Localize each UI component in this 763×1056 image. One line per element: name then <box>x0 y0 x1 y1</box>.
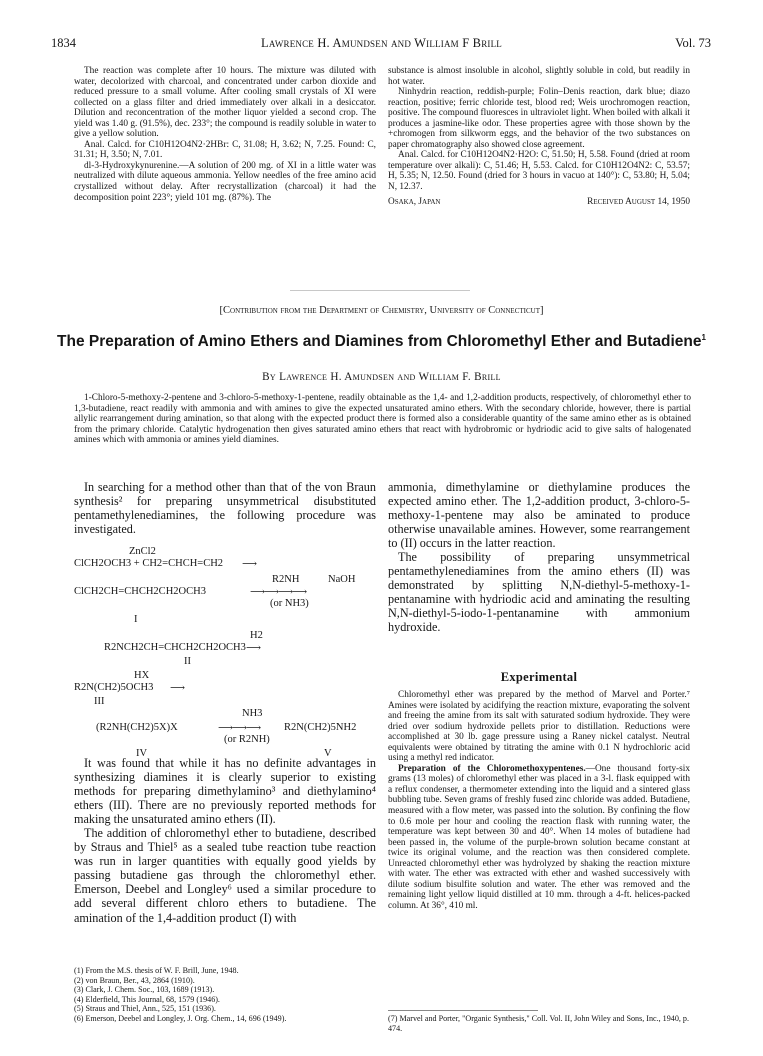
scheme-reagent-r2nh: R2NH <box>272 574 300 585</box>
prev-article-right <box>388 66 690 207</box>
experimental-subheading: Preparation of the Chloromethoxypentenes. <box>398 763 586 774</box>
right-body <box>388 480 690 635</box>
reaction-scheme <box>74 538 376 778</box>
left-body <box>74 756 376 925</box>
prev-left-para-3: dl-3-Hydroxykynurenine.—A solution of 200 mg. of XI in a little water was neutralized with dilute aqueous ammonia. Yellow needles of the free amino acid crystallized without delay. After recrystallization (charcoal) it had the decomposition point 223°; yield 101 mg. (87%). The <box>74 160 376 203</box>
footnote-5: (5) Straus and Thiel, Ann., 525, 151 (1936). <box>74 1004 216 1014</box>
experimental-heading: Experimental <box>500 670 578 684</box>
prev-left-para-2: Anal. Calcd. for C10H12O4N2·2HBr: C, 31.08; H, 3.62; N, 7.25. Found: C, 31.31; H, 3.50; N, 7.01. <box>74 139 376 161</box>
footnote-1: (1) From the M.S. thesis of W. F. Brill, June, 1948. <box>74 966 239 975</box>
footnote-rule <box>388 1010 538 1011</box>
scheme-reagent-r2nh-2: (or R2NH) <box>224 734 270 745</box>
article-title <box>0 328 763 351</box>
abstract <box>74 393 691 446</box>
arrow-4: ⟶ <box>170 683 186 694</box>
scheme-reagent-nh3-2: NH3 <box>242 708 263 719</box>
intro-text: In searching for a method other than that of the von Braun synthesis² for preparing unsymmetrical disubstituted pentamethylenediamines, the following procedure was investigated. <box>74 480 376 537</box>
compound-label-I: I <box>134 614 138 625</box>
scheme-reagent-hx: HX <box>134 670 150 681</box>
footnote-7: (7) Marvel and Porter, "Organic Synthesis," Coll. Vol. II, John Wiley and Sons, Inc., 1940, p. 474. <box>388 1014 689 1033</box>
experimental-para-2 <box>388 764 690 912</box>
received-date: Received August 14, 1950 <box>587 196 690 207</box>
left-body-para-1: It was found that while it has no definite advantages in synthesizing diamines it is clearly superior to existing methods for preparing dimethylamino³ and diethylamino⁴ ethers (III). There are no previously reported methods for making the unsaturated amino ethers (II). <box>74 756 376 827</box>
footnote-6: (6) Emerson, Deebel and Longley, J. Org. Chem., 14, 696 (1949). <box>74 1013 287 1023</box>
scheme-line-5: (R2NH(CH2)5X)X <box>96 722 178 733</box>
scheme-line-2: ClCH2CH=CHCH2CH2OCH3 <box>74 586 206 597</box>
separator-rule <box>290 290 470 291</box>
prev-left-para-1: The reaction was complete after 10 hours. The mixture was diluted with water, decolorized with charcoal, and concentrated under carbon dioxide and reduced pressure to a small volume. After cooling small crystals of XI were collected on a glass filter and dried immediately over alkali in a desiccator. Dilution and reconcentration of the mother liquor yielded a second crop. The yield was 1.40 g. (91.5%), dec. 233°; the compound is readily soluble in water to give a yellow solution. <box>74 66 376 140</box>
experimental-section <box>388 690 690 911</box>
contribution-line: [Contribution from the Department of Chemistry, University of Connecticut] <box>219 305 544 316</box>
byline: By Lawrence H. Amundsen and William F. Brill <box>262 371 501 383</box>
prev-right-para-3: Anal. Calcd. for C10H12O4N2·H2O: C, 51.50; H, 5.58. Found (dried at room temperature over alkali): C, 51.46; H, 5.53. Calcd. for C10H12O4N2: C, 53.57; H, 5.35; N, 12.50. Found (dried for 3 hours in vacuo at 140°): C, 53.80; H, 5.04; N, 12.37. <box>388 150 690 193</box>
intro-paragraph <box>74 480 376 536</box>
footnote-3: (3) Clark, J. Chem. Soc., 103, 1689 (1913). <box>74 985 215 995</box>
footnote-2: (2) von Braun, Ber., 43, 2864 (1910). <box>74 975 195 985</box>
footnote-4: (4) Elderfield, This Journal, 68, 1579 (1946). <box>74 994 220 1004</box>
footnotes-left <box>74 966 376 1024</box>
experimental-para-1: Chloromethyl ether was prepared by the method of Marvel and Porter.⁷ Amines were isolated by acidifying the reaction mixture, evaporating the solvent and freeing the amine from its salt with saturated sodium hydroxide. They were dried over sodium hydroxide pellets prior to distillation. Reductions were accomplished at 30 lb. gage pressure using a Raney nickel catalyst. Neutral equivalents were obtained by titrating the amine with 0.1 N hydrochloric acid using a methyl red indicator. <box>388 690 690 764</box>
prev-right-para-1: substance is almost insoluble in alcohol, slightly soluble in cold, but readily in hot water. <box>388 66 690 87</box>
scheme-line-4: R2N(CH2)5OCH3 <box>74 682 154 693</box>
scheme-reagent-zncl2: ZnCl2 <box>129 546 156 557</box>
compound-label-IV: IV <box>136 748 148 759</box>
right-body-para-2: The possibility of preparing unsymmetrical pentamethylenediamines from the amino ethers (II) was demonstrated by splitting N,N-diethyl-5-methoxy-1-pentanamine with hydriodic acid and aminating the resulting N,N-diethyl-5-iodo-1-pentanamine with ammonium hydroxide. <box>388 550 690 635</box>
scheme-reagent-h2: H2 <box>250 630 263 641</box>
affiliation-place: Osaka, Japan <box>388 196 441 207</box>
scheme-reagent-nh3: (or NH3) <box>270 598 309 609</box>
scheme-line-1: ClCH2OCH3 + CH2=CHCH=CH2 <box>74 558 224 569</box>
scheme-reagent-naoh: NaOH <box>328 574 356 585</box>
left-body-para-2: The addition of chloromethyl ether to butadiene, described by Straus and Thiel⁵ as a sealed tube reaction tube reaction was run in larger quantities with equally good yields by passing butadiene gas through the chloromethyl ether. Emerson, Deebel and Longley⁶ used a similar procedure to add several different chloro ethers to butadiene. The amination of the 1,4-addition product (I) with <box>74 826 376 925</box>
compound-label-III: III <box>94 696 105 707</box>
arrow-1: ⟶ <box>242 559 258 570</box>
arrow-5: ⟶⟶⟶ <box>218 723 261 734</box>
footnotes-right <box>388 1010 690 1033</box>
affiliation-row <box>388 197 690 208</box>
running-title: Lawrence H. Amundsen and William F Brill <box>261 36 502 50</box>
compound-label-II: II <box>184 656 191 667</box>
prev-right-para-2: Ninhydrin reaction, reddish-purple; Folin–Denis reaction, dark blue; diazo reaction, positive; ferric chloride test, blood red; Weis urochromogen reaction, positive. The compound fluoresces in ultraviolet light. When boiled with alkali it produces a jasmine-like odor. These properties agree with those shown by the +chromogen from silkworm eggs, and the behavior of the two substances on paper chromatography also showed close agreement. <box>388 87 690 150</box>
abstract-text: 1-Chloro-5-methoxy-2-pentene and 3-chloro-5-methoxy-1-pentene, readily obtainable as the 1,4- and 1,2-addition products, respectively, of chloromethyl ether to 1,3-butadiene, react readily with ammonia and with amines to give the expected unsaturated amino ethers. With the secondary chloride, however, there is partial allylic rearrangement during amination, so that along with the expected product there is formed also a considerable quantity of the same amino ether as is obtained from the primary chloride. Catalytic hydrogenation then gives saturated amino ethers that react with hydrobromic or hydriodic acid to give salts of halogenated amines which with ammonia or amines yield diamines. <box>74 393 691 446</box>
compound-label-V: V <box>324 748 332 759</box>
article-title-text: The Preparation of Amino Ethers and Diamines from Chloromethyl Ether and Butadiene <box>57 333 702 351</box>
arrow-2: ⟶⟶⟶⟶ <box>250 587 307 598</box>
right-body-para-1: ammonia, dimethylamine or diethylamine produces the expected amino ether. The 1,2-addition product, 3-chloro-5-methoxy-1-pentene may also be aminated to produce otherwise unavailable amines. However, some rearrangement to (II) occurs in the latter reaction. <box>388 480 690 551</box>
title-footnote-mark: 1 <box>701 333 706 342</box>
experimental-para-2-text: —One thousand forty-six grams (13 moles) of chloromethyl ether was placed in a 3-l. flask equipped with a reflux condenser, a thermometer extending into the liquid and a sintered glass bubbling tube. Seven grams of freshly fused zinc chloride was added. Butadiene, measured with a flow meter, was passed into the solution. By confining the flow to 0.6 mole per hour and cooling the reaction flask with running water, the temperature was kept between 30 and 40°. When 14 moles of butadiene had been passed in, the volume of the purple-brown solution became constant at twice its original volume, and the reaction was then considered complete. Unreacted chloromethyl ether was hydrolyzed by shaking the reaction mixture with water. The ether was extracted with ether and washed successively with dilute sodium bisulfite solution and water. The ether was removed and the remaining light yellow liquid distilled at 10 mm. through a 4-ft. helices-packed column. At 36°, 410 ml. <box>388 763 690 911</box>
prev-article-left <box>74 66 376 203</box>
scheme-line-3: R2NCH2CH=CHCH2CH2OCH3 <box>104 642 246 653</box>
page-number: 1834 <box>51 36 76 50</box>
volume-label: Vol. 73 <box>675 36 711 50</box>
arrow-3: ⟶ <box>246 643 262 654</box>
scheme-product-V: R2N(CH2)5NH2 <box>284 722 357 733</box>
